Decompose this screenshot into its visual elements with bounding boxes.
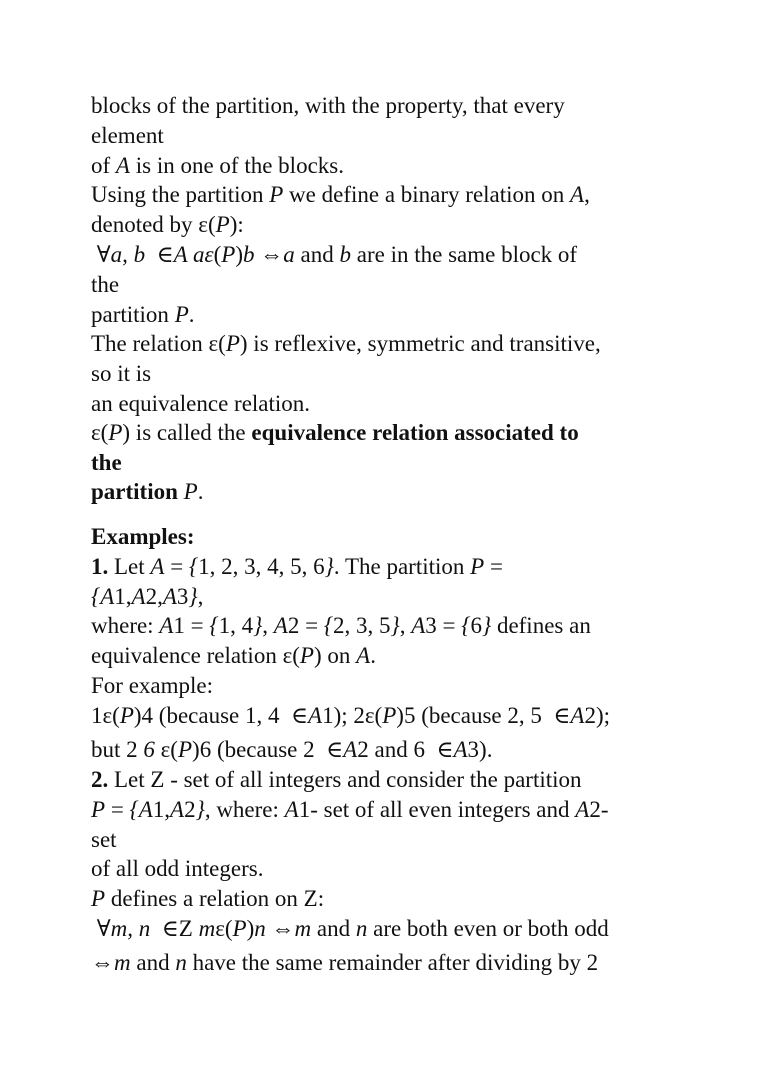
text-segment: the — [91, 450, 122, 475]
text-segment: Examples: — [91, 524, 195, 549]
text-segment: a — [283, 242, 295, 267]
text-segment: } — [195, 797, 205, 822]
text-segment: , — [584, 182, 590, 207]
text-segment: = — [164, 554, 189, 579]
text-segment: ) is called the — [122, 420, 252, 445]
text-segment: { — [323, 613, 334, 638]
text-line — [91, 950, 598, 976]
text-line — [91, 584, 203, 610]
text-segment: ) — [246, 916, 255, 941]
text-segment: } — [390, 613, 400, 638]
text-segment: P — [174, 302, 189, 327]
text-segment: 3 — [176, 584, 189, 609]
text-segment: 2 = — [287, 613, 324, 638]
text-segment: For example: — [91, 673, 213, 698]
text-segment: A — [570, 182, 585, 207]
text-segment: {A — [129, 797, 153, 822]
text-segment: The relation ε( — [91, 331, 226, 356]
text-segment: of — [91, 153, 116, 178]
text-segment: A — [150, 554, 165, 579]
text-segment: defines a relation on Z: — [105, 886, 325, 911]
text-segment: is in one of the blocks. — [129, 153, 344, 178]
text-segment: { — [188, 554, 199, 579]
text-segment: defines an — [491, 613, 591, 638]
text-segment: ε( — [154, 737, 178, 762]
text-segment: P — [225, 331, 240, 356]
text-segment: A — [162, 584, 177, 609]
text-line — [91, 272, 119, 298]
text-segment: have the same remainder after dividing by 2 — [186, 950, 599, 975]
text-segment: are in the same block of — [351, 242, 578, 267]
text-segment: m — [198, 916, 216, 941]
text-segment: A — [570, 703, 585, 728]
text-line — [91, 331, 601, 357]
text-line — [91, 673, 213, 699]
text-line — [91, 361, 151, 387]
text-segment: 1, — [152, 797, 171, 822]
text-line — [91, 479, 203, 505]
text-segment: 1. — [91, 554, 109, 579]
text-segment: 1, 2, 3, 4, 5, 6 — [198, 554, 325, 579]
text-segment: A — [575, 797, 590, 822]
text-line — [91, 524, 195, 550]
text-segment: A — [308, 703, 323, 728]
text-line — [91, 242, 577, 268]
text-segment: )4 (because 1, 4 ∈ — [133, 703, 309, 728]
text-segment: { — [209, 613, 219, 638]
text-segment: ε( — [215, 916, 233, 941]
text-line — [91, 703, 610, 729]
text-segment: we define a binary relation on — [283, 182, 571, 207]
text-line — [91, 643, 376, 669]
text-segment: ε( — [91, 420, 109, 445]
text-line — [91, 391, 310, 417]
text-segment: blocks of the partition, with the property, that every — [91, 93, 565, 118]
text-line — [91, 886, 324, 912]
text-line — [91, 767, 582, 793]
text-line — [91, 420, 579, 446]
text-segment: ∀m, n — [96, 916, 156, 941]
text-segment: , — [399, 613, 412, 638]
text-segment: P — [470, 554, 485, 579]
text-line — [91, 797, 608, 823]
text-segment: } — [324, 554, 334, 579]
text-segment: ∈ — [150, 242, 174, 267]
text-segment: 2, — [145, 584, 163, 609]
text-segment: , — [262, 613, 274, 638]
text-segment: ⇔ — [260, 242, 284, 267]
text-segment: P — [215, 212, 230, 237]
text-segment: P — [299, 643, 314, 668]
text-segment: P — [91, 797, 106, 822]
text-segment: b — [243, 242, 261, 267]
text-segment: of all odd integers. — [91, 856, 264, 881]
text-line — [91, 827, 117, 853]
text-segment: set — [91, 827, 117, 852]
text-segment: )5 (because 2, 5 ∈ — [396, 703, 571, 728]
text-segment: denoted by ε( — [91, 212, 216, 237]
text-segment: , — [197, 584, 204, 609]
text-segment: are both even or both odd — [367, 916, 609, 941]
text-segment: ) is reflexive, symmetric and transitive, — [239, 331, 601, 356]
text-segment: Let — [108, 554, 151, 579]
text-segment: {A — [91, 584, 115, 609]
text-segment: P — [183, 479, 198, 504]
text-segment: and — [130, 950, 176, 975]
text-segment: A — [273, 613, 288, 638]
text-segment: A — [343, 737, 358, 762]
text-segment: and — [311, 916, 356, 941]
text-segment: = — [105, 797, 130, 822]
text-segment: P — [119, 703, 134, 728]
text-segment: A — [170, 797, 185, 822]
text-segment: A — [356, 643, 371, 668]
text-segment: but 2 — [91, 737, 144, 762]
text-segment: . — [188, 302, 195, 327]
text-segment: 2, 3, 5 — [333, 613, 391, 638]
text-segment: b — [339, 242, 351, 267]
text-line — [91, 302, 195, 328]
text-segment: 1, — [114, 584, 132, 609]
text-segment: = — [484, 554, 503, 579]
text-segment: 2 and 6 ∈ — [357, 737, 454, 762]
text-segment: ⇔ — [271, 916, 295, 941]
text-line — [91, 153, 344, 179]
text-segment: A aε — [173, 242, 214, 267]
text-segment: P — [108, 420, 123, 445]
text-segment: m — [114, 950, 131, 975]
text-segment: 2); — [584, 703, 611, 728]
text-segment: A — [284, 797, 299, 822]
text-segment: 2. — [91, 767, 109, 792]
text-line — [91, 93, 565, 119]
text-line — [91, 123, 164, 149]
text-segment: P — [177, 737, 193, 762]
text-line — [91, 613, 591, 639]
text-segment: P — [91, 886, 106, 911]
text-segment: 3). — [467, 737, 493, 762]
text-segment: . — [197, 479, 204, 504]
text-line — [91, 554, 503, 580]
text-segment: )6 (because 2 ∈ — [192, 737, 344, 762]
text-line — [91, 737, 492, 763]
text-segment: ⇔ — [91, 950, 114, 975]
text-segment: ∀a, b — [96, 242, 151, 267]
text-segment: } — [253, 613, 263, 638]
text-segment: A — [453, 737, 468, 762]
text-segment: 1); 2ε( — [322, 703, 383, 728]
text-segment: equivalence relation associated to — [251, 420, 579, 445]
text-segment: { — [461, 613, 471, 638]
text-segment: m — [294, 916, 312, 941]
text-segment: 6 — [143, 737, 155, 762]
text-line — [91, 212, 244, 238]
text-segment: 2 — [184, 797, 196, 822]
text-segment: , where: — [204, 797, 285, 822]
text-segment: ): — [229, 212, 244, 237]
text-segment: n — [355, 916, 368, 941]
text-segment: 1- set of all even integers and — [298, 797, 576, 822]
text-segment: ) on — [313, 643, 357, 668]
text-segment: } — [481, 613, 492, 638]
text-segment: equivalence relation ε( — [91, 643, 300, 668]
text-segment: partition — [91, 302, 175, 327]
text-segment: ) — [235, 242, 244, 267]
text-segment: . — [370, 643, 376, 668]
text-segment: n — [254, 916, 272, 941]
text-line — [91, 916, 609, 942]
text-segment: Let Z - set of all integers and consider the partition — [108, 767, 582, 792]
text-segment: 1 = — [173, 613, 210, 638]
text-segment: A — [131, 584, 146, 609]
text-segment: P — [382, 703, 397, 728]
text-segment: P — [221, 242, 236, 267]
text-segment: partition — [91, 479, 178, 504]
text-segment: A — [411, 613, 426, 638]
text-line — [91, 450, 122, 476]
text-segment: element — [91, 123, 164, 148]
text-segment: where: — [91, 613, 160, 638]
text-segment: 1ε( — [91, 703, 120, 728]
text-segment: ( — [213, 242, 222, 267]
text-segment: . The partition — [333, 554, 471, 579]
text-segment: so it is — [91, 361, 152, 386]
text-segment: P — [269, 182, 284, 207]
text-segment: n — [175, 950, 187, 975]
text-segment: 3 = — [425, 613, 462, 638]
text-segment: A — [159, 613, 174, 638]
text-segment: 6 — [470, 613, 482, 638]
text-segment: an equivalence relation. — [91, 391, 311, 416]
text-line — [91, 182, 590, 208]
text-segment: ∈Z — [156, 916, 199, 941]
text-line — [91, 856, 263, 882]
text-segment: P — [232, 916, 247, 941]
text-segment: 1, 4 — [218, 613, 254, 638]
text-segment: Using the partition — [91, 182, 270, 207]
text-segment: the — [91, 272, 120, 297]
text-segment: A — [115, 153, 130, 178]
text-segment: 2- — [589, 797, 609, 822]
text-segment: and — [294, 242, 340, 267]
text-segment: } — [188, 584, 198, 609]
